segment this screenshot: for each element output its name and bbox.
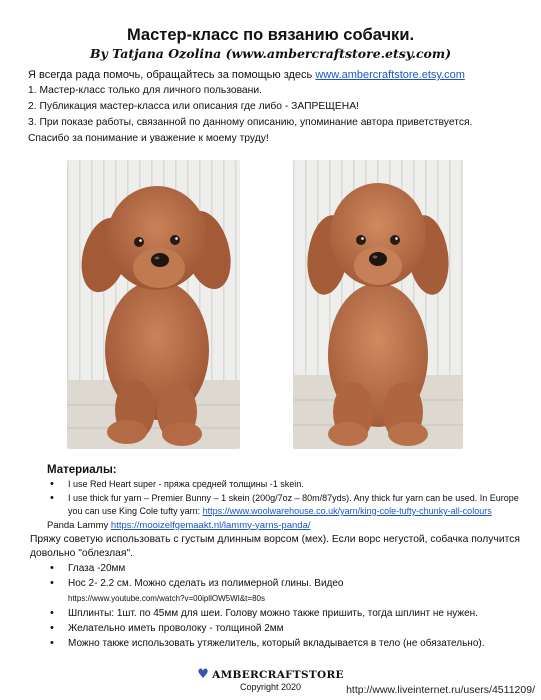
bullet-icon: • (50, 478, 54, 490)
fur-yarn-text: I use thick fur yarn – Premier Bunny – 1 skein (200g/7oz – 80m/87yds). Any thick fur yarn can be used. In Europe you can use King Cole tufty yarn: (68, 492, 519, 516)
rule-2: 2. Публикация мастер-класса или описания где либо - ЗАПРЕЩЕНА! (28, 101, 359, 112)
panda-line (47, 519, 530, 533)
materials-list (47, 478, 530, 519)
bullet-icon: • (50, 621, 54, 634)
page-title: Мастер-класс по вязанию собачки. (126, 26, 415, 44)
author-subtitle: By Tatjana Ozolina (www.ambercraftstore.etsy.com) (89, 46, 452, 61)
brand-footer (0, 667, 541, 682)
bullet-icon: • (50, 491, 54, 504)
list-item (47, 561, 530, 576)
bullet-icon: • (50, 636, 54, 649)
material-red-heart: I use Red Heart super - пряжа средней толщины -1 skein. (68, 479, 304, 489)
poodle-illustration-left (67, 160, 240, 449)
supply-pins: Шплинты: 1шт. по 45мм для шеи. Голову можно также пришить, тогда шплинт не нужен. (68, 607, 478, 619)
heart-icon: ♥ (197, 667, 210, 682)
list-item (47, 576, 530, 606)
bullet-icon: • (50, 606, 54, 619)
help-line (28, 67, 528, 83)
list-item (47, 492, 530, 519)
intro-section (28, 67, 528, 147)
nose-text: Нос 2- 2.2 см. Можно сделать из полимерной глины. Видео (68, 577, 344, 589)
brand-name: AMBERCRAFTSTORE (212, 669, 344, 681)
poodle-photo-right (293, 160, 463, 449)
supply-weight: Можно также использовать утяжелитель, который вкладывается в тело (не обязательно). (68, 637, 485, 649)
poodle-illustration-right (293, 160, 463, 449)
list-item (47, 636, 530, 651)
rule-3: 3. При показе работы, связанной по данному описанию, упоминание автора приветствуется. (28, 117, 473, 128)
poodle-photo-left (67, 160, 240, 449)
supply-eyes: Глаза -20мм (68, 562, 126, 574)
copyright: Copyright 2020 (239, 682, 302, 692)
supplies-list (47, 561, 530, 651)
watermark-url: http://www.liveinternet.ru/users/4511209/ (346, 684, 535, 696)
yarn-advice: Пряжу советую использовать с густым длинным ворсом (мех). Если ворс негустой, собачка получится довольно "облезлая". (30, 533, 520, 559)
panda-link[interactable]: https://mooizelfgemaakt.nl/lammy-yarns-panda/ (110, 519, 311, 531)
list-item (47, 606, 530, 621)
bullet-icon: • (50, 576, 54, 589)
nose-video-url[interactable]: https://www.youtube.com/watch?v=00ipllOW5WI&t=80s (68, 593, 265, 603)
supply-wire: Желательно иметь проволоку - толщиной 2мм (68, 622, 284, 634)
king-cole-link[interactable]: https://www.woolwarehouse.co.uk/yarn/king-cole-tufty-chunky-all-colours (202, 506, 492, 516)
materials-title: Материалы: (47, 464, 117, 476)
supply-nose (68, 576, 530, 606)
list-item (47, 621, 530, 636)
list-item (47, 478, 530, 492)
thanks-line: Спасибо за понимание и уважение к моему труду! (28, 133, 269, 144)
help-text: Я всегда рада помочь, обращайтесь за помощью здесь (28, 69, 316, 81)
rule-1: 1. Мастер-класс только для личного пользовани. (28, 85, 262, 96)
material-fur-yarn (68, 492, 530, 519)
materials-section (30, 462, 530, 651)
panda-label: Panda Lammy (47, 519, 111, 531)
shop-link[interactable]: www.ambercraftstore.etsy.com (315, 69, 465, 81)
bullet-icon: • (50, 561, 54, 574)
